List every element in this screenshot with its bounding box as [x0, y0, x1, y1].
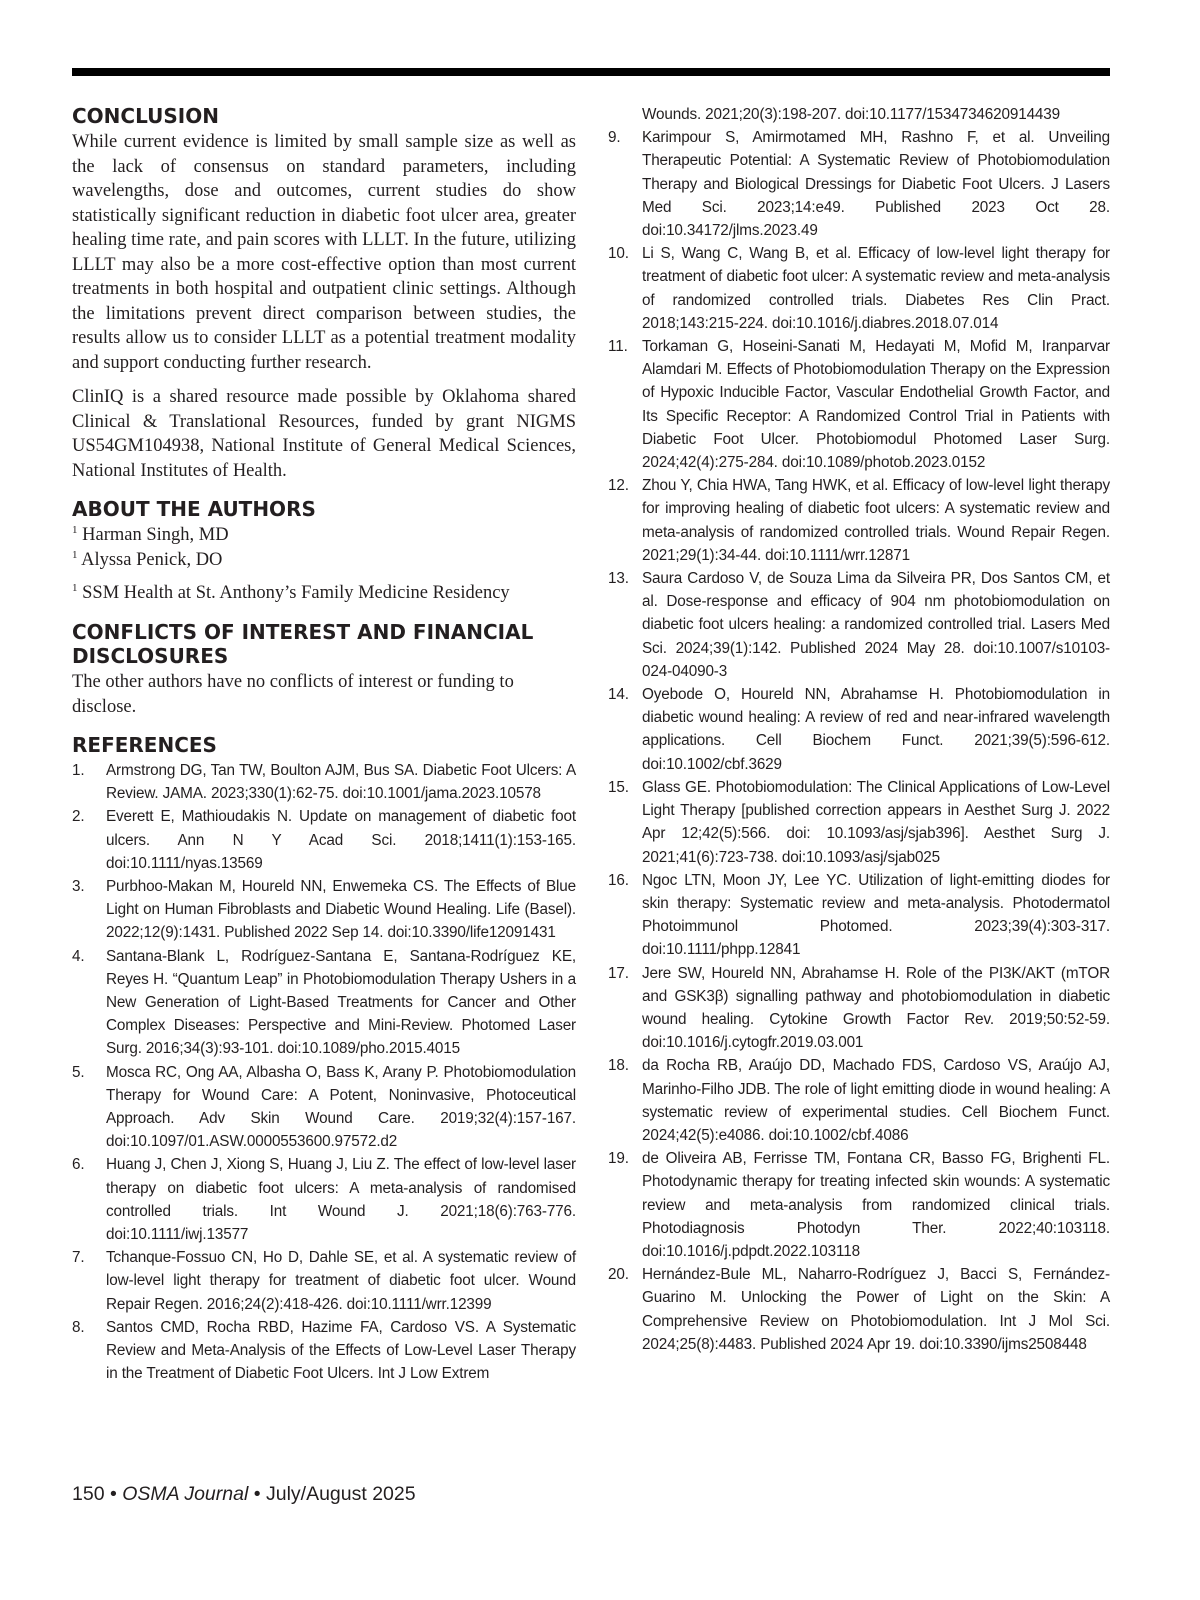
reference-number: 9. — [608, 129, 621, 147]
author-item — [72, 548, 576, 573]
author-affiliation — [72, 581, 576, 606]
conflicts-section — [72, 620, 576, 719]
reference-item — [72, 805, 576, 875]
left-column — [72, 104, 576, 1385]
reference-item — [608, 474, 1110, 567]
reference-number: 7. — [72, 1249, 85, 1267]
author-name: Alyssa Penick, DO — [81, 550, 223, 570]
affiliation-text: SSM Health at St. Anthony’s Family Medicine Residency — [82, 583, 510, 603]
reference-text: Jere SW, Houreld NN, Abrahamse H. Role of the PI3K/AKT (mTOR and GSK3β) signalling pathway and photobiomodulation in diabetic wound healing. Cytokine Growth Factor Rev. 2019;50:52-59. doi:10.1016/j.cytogfr.2019.03.001 — [642, 964, 1110, 1052]
reference-text: Karimpour S, Amirmotamed MH, Rashno F, et al. Unveiling Therapeutic Potential: A Systematic Review of Photobiomodulation Therapy and Biological Dressings for Diabetic Foot Ulcers. J Lasers Med Sci. 2023;14:e49. Published 2023 Oct 28. doi:10.34172/jlms.2023.49 — [642, 129, 1110, 240]
references-list-left — [72, 759, 576, 1385]
reference-text: Huang J, Chen J, Xiong S, Huang J, Liu Z. The effect of low-level laser therapy on diabetic foot ulcers: A meta-analysis of randomised controlled trials. Int Wound J. 2021;18(6):763-776. doi:10.1111/iwj.13577 — [106, 1156, 576, 1244]
reference-item — [608, 869, 1110, 962]
reference-text: Everett E, Mathioudakis N. Update on management of diabetic foot ulcers. Ann N Y Acad Sci. 2018;1411(1):153-165. doi:10.1111/nyas.13569 — [106, 808, 576, 872]
author-superscript: 1 — [72, 548, 78, 561]
reference-text: Armstrong DG, Tan TW, Boulton AJM, Bus SA. Diabetic Foot Ulcers: A Review. JAMA. 2023;330(1):62-75. doi:10.1001/jama.2023.10578 — [106, 762, 576, 803]
reference-number: 14. — [608, 686, 629, 704]
conflicts-text: The other authors have no conflicts of interest or funding to disclose. — [72, 672, 514, 717]
reference-item — [72, 1061, 576, 1154]
reference-number: 12. — [608, 477, 629, 495]
reference-number: 15. — [608, 778, 629, 796]
reference-text: Santos CMD, Rocha RBD, Hazime FA, Cardoso VS. A Systematic Review and Meta-Analysis of the Effects of Low-Level Laser Therapy in the Treatment of Diabetic Foot Ulcers. Int J Low Extrem — [106, 1318, 576, 1383]
reference-number: 8. — [72, 1318, 85, 1336]
reference-text: Hernández-Bule ML, Naharro-Rodríguez J, Bacci S, Fernández-Guarino M. Unlocking the Power of Light on the Skin: A Comprehensive Review on Photobiomodulation. Int J Mol Sci. 2024;25(8):4483. Published 2024 Apr 19. doi:10.3390/ijms2508448 — [642, 1266, 1110, 1353]
page-footer — [72, 1481, 416, 1507]
footer-separator: • — [104, 1483, 123, 1505]
reference-text: Santana-Blank L, Rodríguez-Santana E, Santana-Rodríguez KE, Reyes H. “Quantum Leap” in Photobiomodulation Therapy Ushers in a New Generation of Light-Based Treatments for Cancer and Other Complex Diseases: Perspective and Mini-Review. Photomed Laser Surg. 2016;34(3):93-101. doi:10.1089/pho.2015.4015 — [106, 947, 576, 1058]
reference-item — [608, 962, 1110, 1055]
reference-number: 6. — [72, 1156, 85, 1174]
reference-item — [608, 335, 1110, 474]
reference-item — [608, 683, 1110, 776]
page-number: 150 — [72, 1483, 105, 1505]
references-list-right — [608, 126, 1110, 1356]
reference-number: 3. — [72, 878, 85, 896]
references-heading: REFERENCES — [72, 733, 217, 757]
conclusion-paragraph: While current evidence is limited by small sample size as well as the lack of consensus on standard parameters, including wavelengths, dose and outcomes, current studies do show statistically significant reduction in diabetic foot ulcer area, greater healing time rate, and pain scores with LLLT. In the future, utilizing LLLT may also be a more cost-effective option than most current treatments in both hospital and outpatient clinic settings. Although the limitations prevent direct comparison between studies, the results allow us to consider LLLT as a potential treatment modality and support conducting further research. — [72, 132, 576, 373]
reference-item — [608, 1054, 1110, 1147]
reference-number: 1. — [72, 762, 85, 779]
reference-text: da Rocha RB, Araújo DD, Machado FDS, Cardoso VS, Araújo AJ, Marinho-Filho JDB. The role of light emitting diode in wound healing: A systematic review of experimental studies. Cell Biochem Funct. 2024;42(5):e4086. doi:10.1002/cbf.4086 — [642, 1057, 1110, 1144]
reference-item — [72, 875, 576, 945]
references-section — [72, 733, 576, 1385]
authors-section — [72, 497, 576, 606]
reference-number: 10. — [608, 245, 629, 263]
reference-text: Ngoc LTN, Moon JY, Lee YC. Utilization of light-emitting diodes for skin therapy: Systematic review and meta-analysis. Photodermatol Photoimmunol Photomed. 2023;39(4):303-317. doi:10.1111/phpp.12841 — [642, 871, 1110, 959]
reference-text: Torkaman G, Hoseini-Sanati M, Hedayati M, Mofid M, Iranparvar Alamdari M. Effects of Photobiomodulation Therapy on the Expression of Hypoxic Inducible Factor, Vascular Endothelial Growth Factor, and Its Specific Receptor: A Randomized Control Trial in Patients with Diabetic Foot Ulcer. Photobiomodul Photomed Laser Surg. 2024;42(4):275-284. doi:10.1089/photob.2023.0152 — [642, 338, 1110, 472]
author-superscript: 1 — [72, 523, 78, 536]
authors-heading: ABOUT THE AUTHORS — [72, 497, 316, 521]
reference-continuation: Wounds. 2021;20(3):198-207. doi:10.1177/1534734620914439 — [642, 106, 1061, 123]
reference-text: Tchanque-Fossuo CN, Ho D, Dahle SE, et al. A systematic review of low-level light therapy for treatment of diabetic foot ulcer. Wound Repair Regen. 2016;24(2):418-426. doi:10.1111/wrr.12399 — [106, 1249, 576, 1313]
top-rule — [72, 68, 1110, 76]
reference-item — [608, 242, 1110, 335]
reference-number: 2. — [72, 808, 85, 826]
reference-text: Glass GE. Photobiomodulation: The Clinical Applications of Low-Level Light Therapy [published correction appears in Aesthet Surg J. 2022 Apr 12;42(5):566. doi: 10.1093/asj/sjab396]. Aesthet Surg J. 2021;41(6):723-738. doi:10.1093/asj/sjab025 — [642, 778, 1110, 866]
affiliation-superscript: 1 — [72, 581, 78, 594]
reference-item — [608, 1147, 1110, 1263]
reference-text: Saura Cardoso V, de Souza Lima da Silveira PR, Dos Santos CM, et al. Dose-response and efficacy of 904 nm photobiomodulation on diabetic foot ulcers healing: a randomized controlled trial. Lasers Med Sci. 2024;39(1):142. Published 2024 May 28. doi:10.1007/s10103-024-04090-3 — [642, 570, 1110, 680]
reference-item — [72, 1246, 576, 1316]
footer-separator: • — [248, 1483, 266, 1505]
issue-date: July/August 2025 — [265, 1483, 416, 1505]
journal-name: OSMA Journal — [122, 1483, 249, 1505]
reference-number: 18. — [608, 1057, 629, 1075]
reference-item — [608, 567, 1110, 683]
reference-item — [72, 1153, 576, 1246]
reference-item — [72, 945, 576, 1061]
conclusion-heading: CONCLUSION — [72, 104, 219, 128]
reference-text: Oyebode O, Houreld NN, Abrahamse H. Photobiomodulation in diabetic wound healing: A review of red and near-infrared wavelength applications. Cell Biochem Funct. 2021;39(5):596-612. doi:10.1002/cbf.3629 — [642, 686, 1110, 773]
reference-number: 16. — [608, 871, 629, 889]
reference-text: Purbhoo-Makan M, Houreld NN, Enwemeka CS. The Effects of Blue Light on Human Fibroblasts and Diabetic Wound Healing. Life (Basel). 2022;12(9):1431. Published 2022 Sep 14. doi:10.3390/life12091431 — [106, 878, 576, 942]
reference-number: 13. — [608, 570, 629, 588]
reference-text: de Oliveira AB, Ferrisse TM, Fontana CR, Basso FG, Brighenti FL. Photodynamic therapy for treating infected skin wounds: A systematic review and meta-analysis from randomized clinical trials. Photodiagnosis Photodyn Ther. 2022;40:103118. doi:10.1016/j.pdpdt.2022.103118 — [642, 1150, 1110, 1260]
reference-item — [72, 1316, 576, 1386]
reference-text: Zhou Y, Chia HWA, Tang HWK, et al. Efficacy of low-level light therapy for improving healing of diabetic foot ulcers: A systematic review and meta-analysis of randomized controlled trials. Wound Repair Regen. 2021;29(1):34-44. doi:10.1111/wrr.12871 — [642, 477, 1110, 564]
right-column — [608, 103, 1110, 1356]
reference-item — [72, 759, 576, 805]
funding-paragraph: ClinIQ is a shared resource made possible by Oklahoma shared Clinical & Translational Resources, funded by grant NIGMS US54GM104938, National Institute of General Medical Sciences, National Institutes of Health. — [72, 387, 576, 481]
author-name: Harman Singh, MD — [82, 525, 229, 545]
reference-number: 17. — [608, 964, 629, 982]
conclusion-section — [72, 104, 576, 483]
reference-item — [608, 776, 1110, 869]
reference-text: Li S, Wang C, Wang B, et al. Efficacy of low-level light therapy for treatment of diabetic foot ulcer: A systematic review and meta-analysis of randomized controlled trials. Diabetes Res Clin Pract. 2018;143:215-224. doi:10.1016/j.diabres.2018.07.014 — [642, 245, 1110, 332]
author-item — [72, 523, 576, 548]
reference-item — [608, 1263, 1110, 1356]
reference-number: 5. — [72, 1063, 85, 1081]
reference-item — [608, 126, 1110, 242]
reference-number: 19. — [608, 1150, 629, 1168]
conflicts-heading: CONFLICTS OF INTEREST AND FINANCIAL DISCLOSURES — [72, 620, 534, 668]
reference-text: Mosca RC, Ong AA, Albasha O, Bass K, Arany P. Photobiomodulation Therapy for Wound Care: A Potent, Noninvasive, Photoceutical Approach. Adv Skin Wound Care. 2019;32(4):157-167. doi:10.1097/01.ASW.0000553600.97572.d2 — [106, 1063, 576, 1151]
reference-number: 20. — [608, 1266, 629, 1284]
reference-number: 4. — [72, 947, 85, 965]
reference-number: 11. — [608, 338, 628, 356]
